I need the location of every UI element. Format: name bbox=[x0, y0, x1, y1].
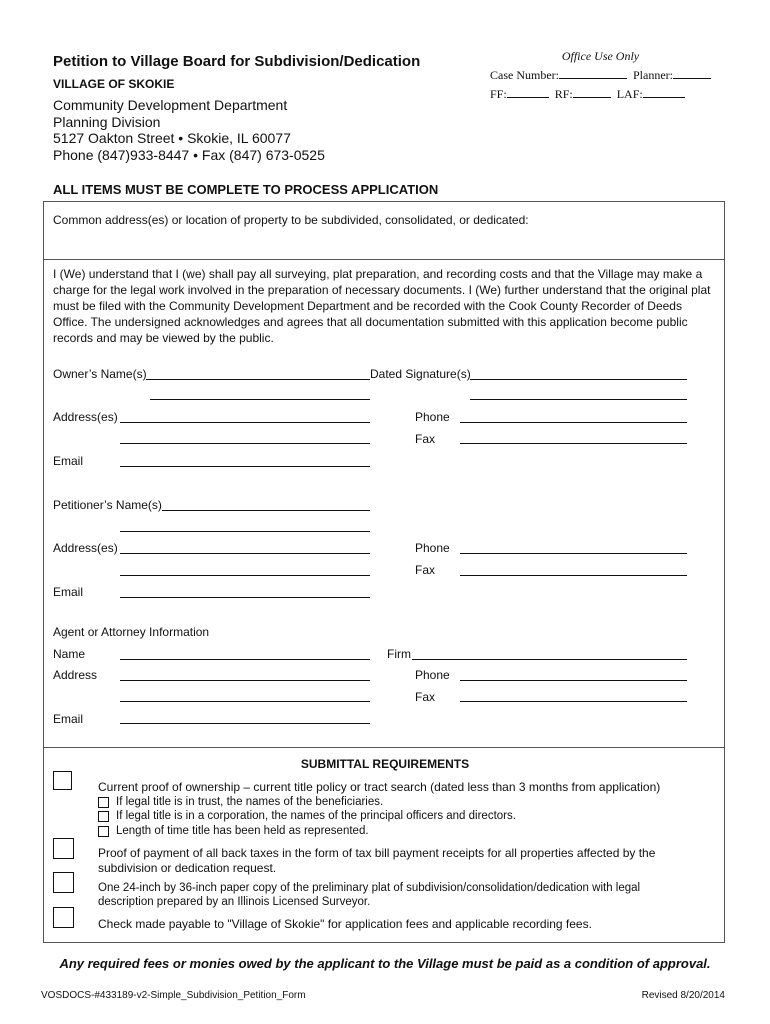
title-length-checkbox[interactable] bbox=[98, 826, 109, 837]
owner-fax-label: Fax bbox=[415, 432, 436, 446]
signature-field[interactable] bbox=[470, 379, 687, 380]
case-number-label: Case Number: bbox=[490, 68, 559, 82]
agent-firm-field[interactable] bbox=[412, 659, 687, 660]
document-id: VOSDOCS-#433189-v2-Simple_Subdivision_Petition_Form bbox=[41, 990, 306, 1001]
petitioner-phone-label: Phone bbox=[415, 541, 450, 555]
agent-name-field[interactable] bbox=[120, 659, 370, 660]
laf-field[interactable] bbox=[643, 86, 685, 98]
petitioner-phone-field[interactable] bbox=[460, 553, 687, 554]
agent-name-label: Name bbox=[53, 647, 86, 661]
trust-checkbox[interactable] bbox=[98, 797, 109, 808]
all-items-notice: ALL ITEMS MUST BE COMPLETE TO PROCESS APPLICATION bbox=[53, 182, 439, 197]
plat-checkbox[interactable] bbox=[53, 872, 74, 893]
owner-name-label: Owner’s Name(s) bbox=[53, 367, 147, 381]
submittal-requirements-box bbox=[43, 747, 725, 943]
agent-email-field[interactable] bbox=[120, 723, 370, 724]
case-number-field[interactable] bbox=[559, 67, 627, 79]
village-name: VILLAGE OF SKOKIE bbox=[53, 77, 175, 91]
signature-label: Dated Signature(s) bbox=[370, 367, 471, 381]
owner-address-field[interactable] bbox=[120, 422, 370, 423]
petitioner-name-field-2[interactable] bbox=[120, 531, 370, 532]
office-use-heading: Office Use Only bbox=[561, 49, 640, 63]
check-requirement: Check made payable to "Village of Skokie" for application fees and applicable recording fees. bbox=[98, 917, 592, 931]
ownership-requirement: Current proof of ownership – current title policy or tract search (dated less than 3 months from application) bbox=[98, 780, 661, 794]
petitioner-address-field[interactable] bbox=[120, 553, 370, 554]
planner-field[interactable] bbox=[673, 67, 711, 79]
trust-item: If legal title is in trust, the names of the beneficiaries. bbox=[116, 796, 384, 808]
corporation-item: If legal title is in a corporation, the names of the principal officers and directors. bbox=[116, 810, 516, 822]
department-address bbox=[53, 97, 325, 163]
rf-label: RF: bbox=[554, 87, 573, 101]
owner-email-label: Email bbox=[53, 454, 84, 468]
owner-email-field[interactable] bbox=[120, 466, 370, 467]
property-location-box[interactable] bbox=[43, 201, 725, 260]
petitioner-email-field[interactable] bbox=[120, 597, 370, 598]
page-title: Petition to Village Board for Subdivision/Dedication bbox=[53, 53, 421, 70]
laf-label: LAF: bbox=[616, 87, 643, 101]
taxes-checkbox[interactable] bbox=[53, 838, 74, 859]
corporation-checkbox[interactable] bbox=[98, 811, 109, 822]
revision-date: Revised 8/20/2014 bbox=[641, 990, 725, 1001]
plat-requirement: One 24-inch by 36-inch paper copy of the preliminary plat of subdivision/consolidation/dedication with legal description prepared by an Illinois Licensed Surveyor. bbox=[98, 882, 641, 908]
agreement-paragraph: I (We) understand that I (we) shall pay all surveying, plat preparation, and recording costs and that the Village may make a charge for the legal work involved in the preparation of necessary documents. I (We) further understand that the original plat must be filed with the Community Development Department and be recorded with the Cook County Recorder of Deeds Office. The undersigned acknowledges and agrees that all documentation submitted with this application become public records and may be viewed by the public. bbox=[53, 267, 711, 345]
dept-line: Phone (847)933-8447 • Fax (847) 673-0525 bbox=[53, 146, 325, 163]
ff-label: FF: bbox=[490, 87, 507, 101]
agent-address-label: Address bbox=[53, 668, 98, 682]
dept-line: Community Development Department bbox=[53, 97, 288, 113]
owner-address-field-2[interactable] bbox=[120, 443, 370, 444]
fees-footnote: Any required fees or monies owed by the applicant to the Village must be paid as a condition of approval. bbox=[59, 956, 711, 971]
agent-phone-label: Phone bbox=[415, 668, 450, 682]
check-checkbox[interactable] bbox=[53, 907, 74, 928]
owner-name-field[interactable] bbox=[146, 379, 370, 380]
petitioner-name-field[interactable] bbox=[162, 510, 370, 511]
submittal-heading: SUBMITTAL REQUIREMENTS bbox=[300, 757, 470, 771]
ownership-checkbox[interactable] bbox=[53, 771, 72, 790]
agent-fax-field[interactable] bbox=[460, 701, 687, 702]
agent-heading: Agent or Attorney Information bbox=[53, 625, 210, 639]
agent-fax-label: Fax bbox=[415, 690, 436, 704]
owner-address-label: Address(es) bbox=[53, 410, 118, 424]
petitioner-fax-label: Fax bbox=[415, 563, 436, 577]
dept-line: 5127 Oakton Street • Skokie, IL 60077 bbox=[53, 130, 291, 146]
agent-firm-label: Firm bbox=[387, 647, 411, 661]
owner-phone-label: Phone bbox=[415, 410, 450, 424]
dept-line: Planning Division bbox=[53, 113, 161, 130]
signature-field-2[interactable] bbox=[470, 399, 687, 400]
title-length-item: Length of time title has been held as represented. bbox=[116, 825, 369, 837]
ff-field[interactable] bbox=[507, 86, 549, 98]
owner-name-field-2[interactable] bbox=[150, 399, 370, 400]
petitioner-name-label: Petitioner’s Name(s) bbox=[53, 498, 162, 512]
property-location-label: Common address(es) or location of property to be subdivided, consolidated, or dedicated: bbox=[53, 213, 529, 227]
owner-fax-field[interactable] bbox=[460, 443, 687, 444]
rf-field[interactable] bbox=[573, 86, 611, 98]
office-use-block bbox=[490, 47, 711, 104]
owner-phone-field[interactable] bbox=[460, 422, 687, 423]
agent-address-field-2[interactable] bbox=[120, 701, 370, 702]
petitioner-fax-field[interactable] bbox=[460, 575, 687, 576]
planner-label: Planner: bbox=[632, 68, 673, 82]
agent-phone-field[interactable] bbox=[460, 680, 687, 681]
petitioner-email-label: Email bbox=[53, 585, 84, 599]
petitioner-address-label: Address(es) bbox=[53, 541, 118, 555]
agent-email-label: Email bbox=[53, 712, 84, 726]
taxes-requirement: Proof of payment of all back taxes in the form of tax bill payment receipts for all properties affected by the subdivision or dedication request. bbox=[98, 846, 656, 875]
agent-address-field[interactable] bbox=[120, 680, 370, 681]
petitioner-address-field-2[interactable] bbox=[120, 575, 370, 576]
